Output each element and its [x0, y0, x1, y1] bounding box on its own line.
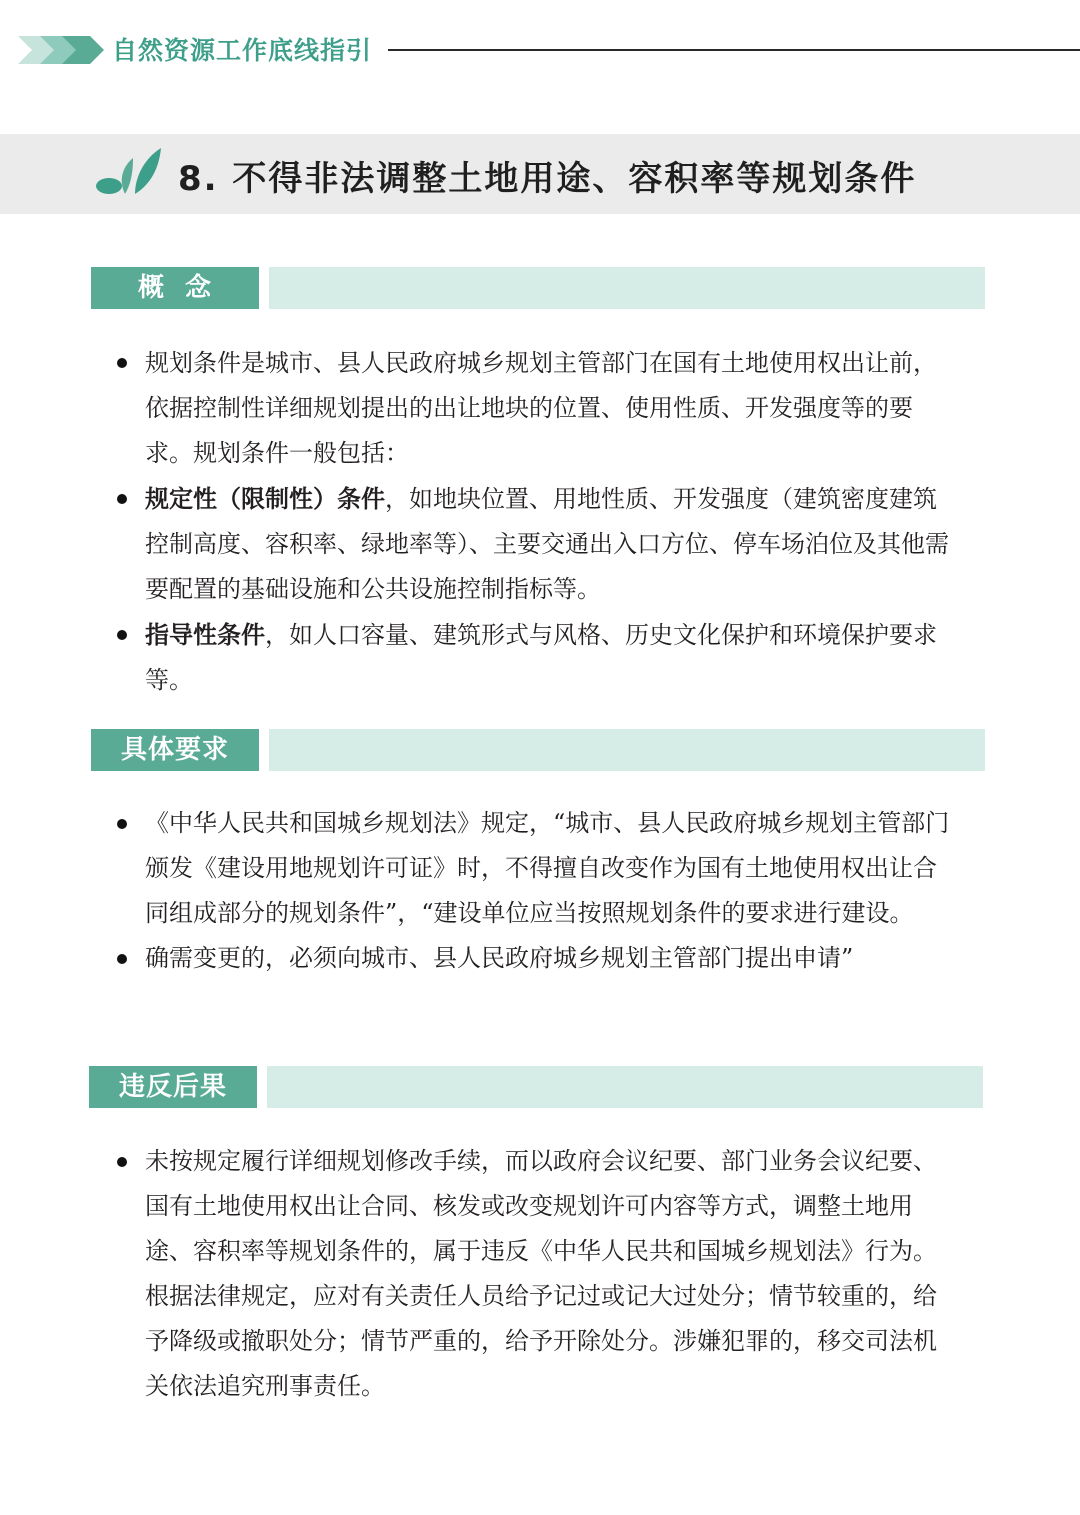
bullet-icon [117, 630, 127, 640]
running-header [0, 0, 1080, 100]
bullet-icon [117, 819, 127, 829]
section-label: 概 念 [91, 267, 259, 309]
section-label: 违反后果 [89, 1066, 257, 1108]
bullet-icon [117, 1157, 127, 1167]
page-title: 8. 不得非法调整土地用途、容积率等规划条件 [178, 159, 917, 199]
list-item: 未按规定履行详细规划修改手续，而以政府会议纪要、部门业务会议纪要、国有土地使用权出让合同、核发或改变规划许可内容等方式，调整土地用途、容积率等规划条件的，属于违反《中华人民共和国城乡规划法》行为。根据法律规定，应对有关责任人员给予记过或记大过处分；情节较重的，给予降级或撤职处分；情节严重的，给予开除处分。涉嫌犯罪的，移交司法机关依法追究刑事责任。 [112, 1139, 952, 1409]
header-rule [388, 49, 1080, 51]
list-item: 指导性条件，如人口容量、建筑形式与风格、历史文化保护和环境保护要求等。 [112, 612, 952, 703]
section-header-consequences [89, 1066, 983, 1108]
list-item: 规定性（限制性）条件，如地块位置、用地性质、开发强度（建筑密度建筑控制高度、容积率、绿地率等）、主要交通出入口方位、停车场泊位及其他需要配置的基础设施和公共设施控制指标等。 [112, 476, 952, 612]
section-label: 具体要求 [91, 729, 259, 771]
list-item: 确需变更的，必须向城市、县人民政府城乡规划主管部门提出申请” [112, 936, 952, 981]
header-title: 自然资源工作底线指引 [112, 36, 373, 65]
bullet-icon [117, 358, 127, 368]
section-header-concept [91, 267, 985, 309]
list-item: 规划条件是城市、县人民政府城乡规划主管部门在国有土地使用权出让前，依据控制性详细规划提出的出让地块的位置、使用性质、开发强度等的要求。规划条件一般包括： [112, 340, 952, 476]
bullet-icon [117, 494, 127, 504]
requirements-list [112, 801, 952, 981]
leaf-icon [95, 146, 163, 198]
section-header-requirements [91, 729, 985, 771]
list-item: 《中华人民共和国城乡规划法》规定，“城市、县人民政府城乡规划主管部门颁发《建设用地规划许可证》时，不得擅自改变作为国有土地使用权出让合同组成部分的规划条件”，“建设单位应当按照规划条件的要求进行建设。 [112, 801, 952, 936]
chevron-arrows-icon [18, 36, 106, 64]
concept-list [112, 340, 952, 703]
consequences-list [112, 1139, 952, 1409]
bullet-icon [117, 954, 127, 964]
